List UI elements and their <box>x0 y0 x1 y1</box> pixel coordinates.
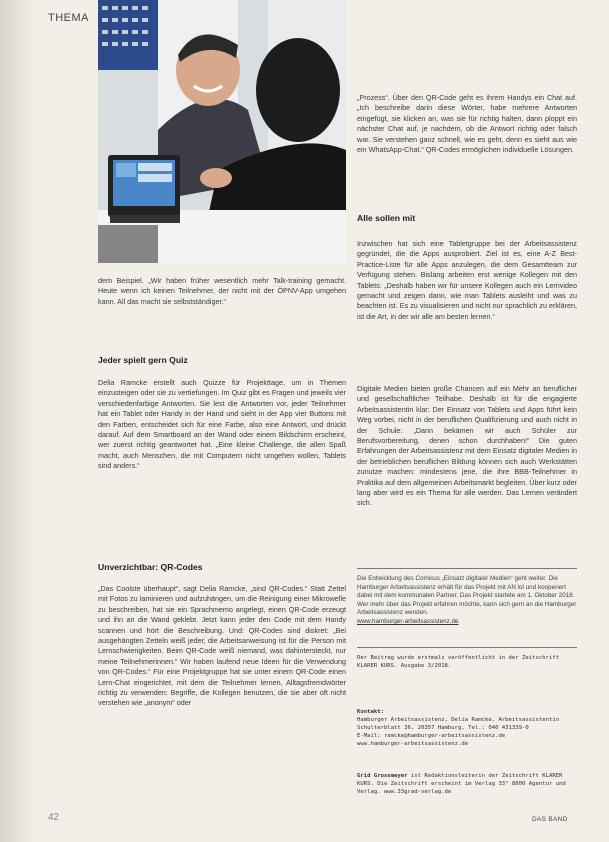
page-number: 42 <box>48 812 60 823</box>
info-box-text: Die Entwicklung des Comicus „Einsatz digitaler Medien“ geht weiter. Die Hamburger Arbeitsassistenz erhält für das Projekt mit AN lol und kooperiert dabei mit dem kommunalen Partner. Das Projekt startete am 1. Oktober 2018. Wer mehr über das Projekt erfahren möchte, kann sich gern an die Hamburger Arbeitsassistenz wenden. <box>357 575 577 617</box>
info-box-link[interactable]: www.hamburger-arbeitsassistenz.de <box>357 617 459 625</box>
page-gutter-shadow <box>0 0 36 842</box>
author-name: Grid Grossmeyer <box>357 773 408 779</box>
section-label: THEMA <box>48 12 89 24</box>
author-note <box>357 772 579 796</box>
heading-alle-sollen-mit: Alle sollen mit <box>357 213 416 223</box>
reprint-note: Der Beitrag wurde erstmals veröffentlicht in der Zeitschrift KLARER KURS. Ausgabe 3/2018. <box>357 655 563 669</box>
magazine-name: DAS BAND <box>532 816 568 823</box>
photo-two-men-with-tablet <box>98 0 346 263</box>
contact-text: Hamburger Arbeitsassistenz, Delia Ramcke, Arbeitsassistentin Schulterblatt 36, 20357 Hamburg, Tel.: 040 431339-0 E-Mail: ramcke@hamburger-arbeitsassistenz.de www.hamburger-arbeitsassistenz.de <box>357 717 560 747</box>
paragraph-qr-codes: „Das Coolste überhaupt“, sagt Delia Ramcke, „sind QR-Codes.“ Statt Zettel mit Fotos zu laminieren und aufzuhängen, um die Reinigung einer Mikrowelle zu beschreiben, hat sie ein Sprachmemo angelegt, einen QR-Code erzeugt und ihn an die Wand geklebt. Jetzt kann jeder den Code mit dem Handy scannen und hört die Beschreibung. Und: QR-Codes sind diskret: „Bei ausgehängten Zetteln weiß jeder, die Arbeitsanweisung ist für die Person mit Lernschwierigkeiten. Beim QR-Code weiß niemand, was dahintersteckt, nur meine Teilnehmerinnen.“ Wir haben laufend neue Ideen für die Verwendung von QR-Codes.“ Für eine Projektgruppe hat sie unter einem QR-Code einen Lern-Chat eingerichtet, mit dem die Teilnehmer lernen, Alltagsfremdwörter richtig zu verwenden: Begriffe, die Kollegen benutzen, die sie aber oft nicht verstehen wie „anonym“ oder <box>98 584 346 708</box>
divider-middle <box>357 647 577 648</box>
info-box <box>357 575 577 627</box>
heading-quiz: Jeder spielt gern Quiz <box>98 355 188 365</box>
right-paragraph-1: „Prozess“. Über den QR-Code geht es ihrem Handys ein Chat auf. „Ich beschreibe darin diese Wörter, habe mehrere Antworten eingefügt, sie klicken an, was sie für richtig halten, dann ploppt ein nächster Chat auf, je nachdem, ob die Antwort richtig oder falsch war. Sie verstehen ganz schnell, wie es geht, denn es sieht aus wie ein WhatsApp-Chat.“ QR-Codes ermöglichen individuelle Lösungen. <box>357 93 577 155</box>
contact-label: Kontakt: <box>357 709 384 715</box>
author-text: ist Redaktionsleiterin der Zeitschrift KLARER KURS. Die Zeitschrift erscheint im Verlag 33° 8000 Agentur und Verlag. www.33grad-verlag.de <box>357 773 570 795</box>
photo-illustration <box>98 0 346 263</box>
left-intro-text: dem Beispiel. „Wir haben früher wesentlich mehr Talk-training gemacht. Heute wenn ich keinen Teilnehmer, der nicht mit der ÖPNV-App umgehen kann. All das macht sie selbstständiger.“ <box>98 276 346 306</box>
heading-qr-codes: Unverzichtbar: QR-Codes <box>98 562 203 572</box>
divider-top <box>357 568 577 569</box>
paragraph-quiz: Delia Ramcke erstellt auch Quizze für Projekttage, um in Themen einzusteigen oder sie zu vertiefungen. Im Quiz gibt es Fragen und jeweils vier verschiedenfarbige Antworten. Sie lest die Antworten vor, jeder Teilnehmer hat ein Tablet oder Handy in der Hand und sieht in der App vier Buttons mit den Farben, entscheidet sich für eine Farbe, also eine Antwort, und drückt darauf. Auf dem Smartboard an der Wand oder einem Bildschirm erscheint, wer zuerst richtig geantwortet hat. „Eine kleine Challenge, die allen Spaß macht, auch Menschen, die mit Computern nicht umgehen wollen, Tablets sind anders.“ <box>98 378 346 471</box>
right-paragraph-3: Digitale Medien bieten große Chancen auf ein Mehr an beruflicher und gesellschaftlicher Teilhabe. Deshalb ist für die engagierte Arbeitsassistentin klar: Der Einsatz von Tablets und Apps führt kein Weg vorbei, nicht in der beruflichen Qualifizierung und auch nicht in der Schule: „Dann bekämen wir auch Schüler zur Berufsvorbereitung, denen schon durchhaben!“ Die guten Erfahrungen der Arbeitsassistenz mit dem Einsatz digitaler Medien in der betrieblichen beruflichen Bildung können sich auch Werkstätten zunutze machen: mindestens jene, die ihre BBB-Teilnehmer in Praktika auf dem allgemeinen Arbeitsmarkt begleiten. Über kurz oder lang aber wird es ein Thema für alle werden. Das Lernen verändert sich. <box>357 384 577 508</box>
right-paragraph-2: Inzwischen hat sich eine Tabletgruppe bei der Arbeitsassistenz gegründet, die die Apps ausprobiert. Ziel ist es, eine A-Z Best-Practice-Liste für alle Apps anzulegen, die dem Gesamtteam zur Verfügung stehen. Bislang arbeiten erst wenige Kollegen mit den Tablets: „Deshalb haben wir für unsere Kollegen auch ein Lernvideo gemacht und zeigen dann, wie man Tablets ausleiht und was zu beachten ist. Es zu visualisieren und nicht nur sprachlich zu erklären, ist die Art, in der wir alle am besten lernen.“ <box>357 239 577 321</box>
